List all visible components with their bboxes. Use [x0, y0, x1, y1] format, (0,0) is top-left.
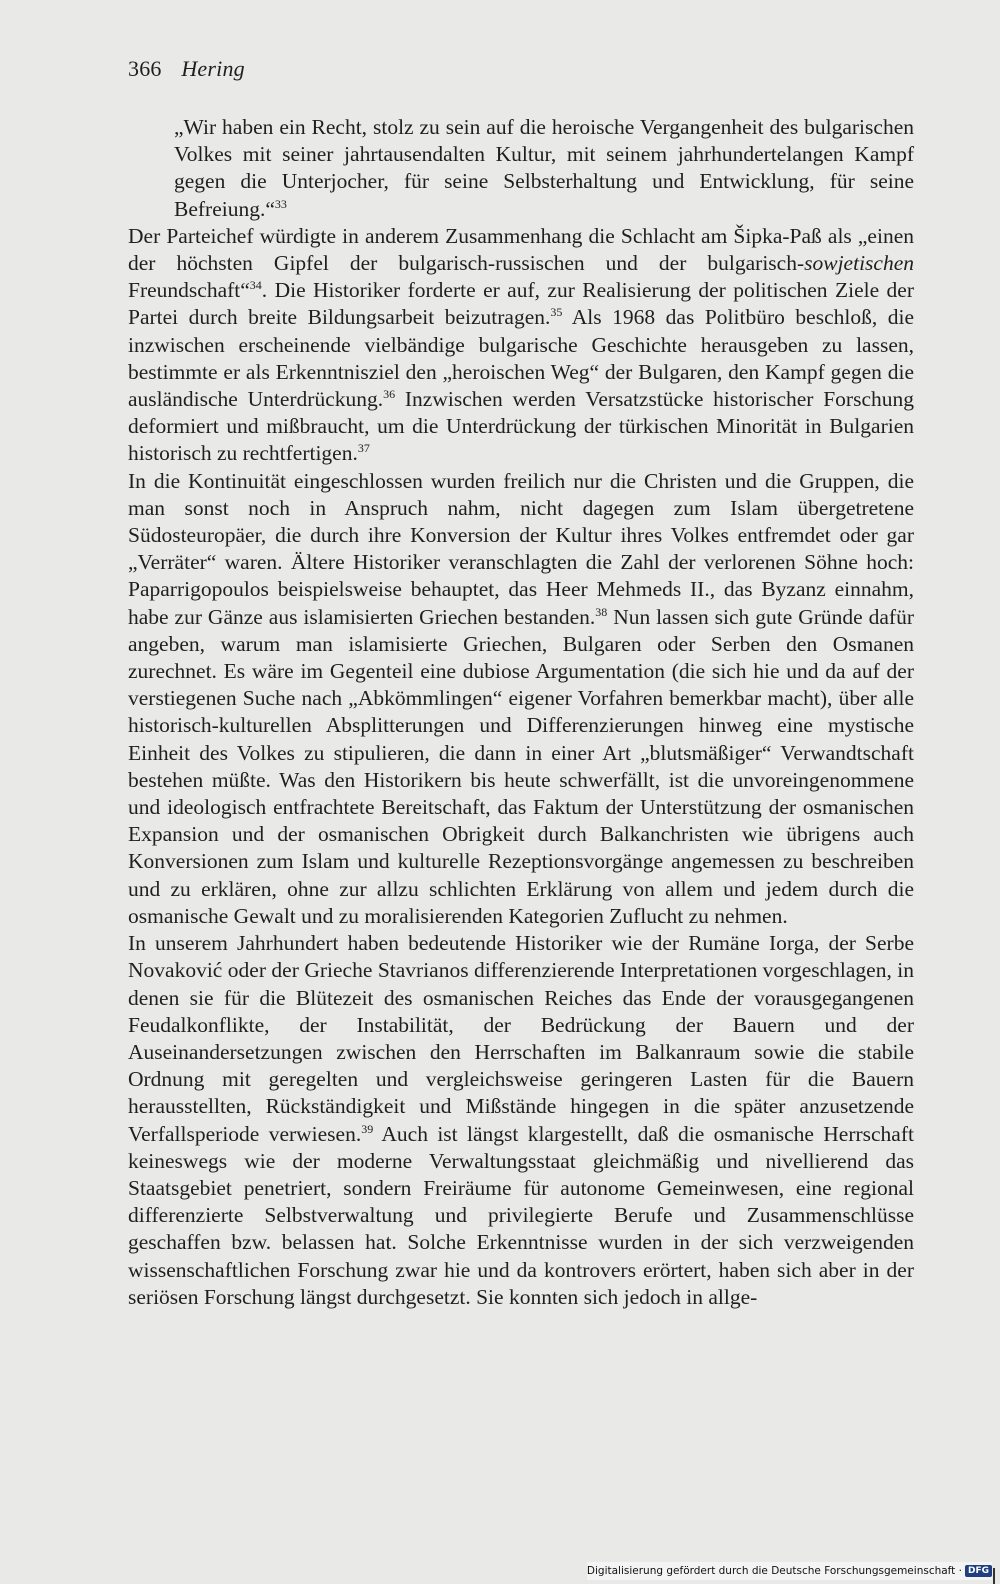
paragraph-1-text-a2: Freundschaft“ [128, 278, 250, 303]
footnote-ref-38: 38 [595, 604, 608, 619]
paragraph-2-text-b: Nun lassen sich gute Gründe dafür angeben, warum man islamisierte Griechen, Bulgaren oder Serben den Osmanen zurechnet. Es wäre im Gegenteil eine dubiose Argumentation (die sich hie und da auf der verstiegenen Suche nach „Abkömmlingen“ eigener Vorfahren bemerkbar macht), über alle historisch-kulturellen Absplitterungen und Differenzierungen hinweg eine mystische Einheit des Volkes zu stipulieren, die dann in einer Art „blutsmäßiger“ Verwandtschaft bestehen müßte. Was den Historikern bis heute schwerfällt, ist die unvoreingenommene und ideologisch entfrachtete Bereitschaft, das Faktum der Unterstützung der osmanischen Expansion und der osmanischen Obrigkeit durch Balkanchristen wie übrigens auch Konversionen zum Islam und kulturelle Rezeptionsvorgänge angemessen zu beschreiben und zu erklären, ohne zur allzu schlichten Erklärung von allem und jedem durch die osmanische Gewalt und zu moralisierenden Kategorien Zuflucht zu nehmen. [128, 604, 914, 928]
digitization-footer [587, 1562, 992, 1580]
dfg-logo: DFG [965, 1565, 992, 1577]
paragraph-1 [128, 223, 914, 468]
running-header [128, 56, 245, 82]
paragraph-3 [128, 930, 914, 1311]
footnote-ref-37: 37 [357, 441, 370, 456]
paragraph-1-text-c: Als 1968 das Politbüro beschloß, die inzwischen erscheinende vielbändige bulgarische Geschichte herausgeben zu lassen, bestimmte er als Erkenntnisziel den „heroischen Weg“ der Bulgaren, den Kampf gegen die ausländische Unterdrückung. [128, 305, 915, 412]
footnote-ref-35: 35 [550, 305, 563, 320]
block-quote [128, 114, 914, 223]
paragraph-2 [128, 468, 914, 930]
paragraph-2-text-a: In die Kontinuität eingeschlossen wurden freilich nur die Christen und die Gruppen, die man sonst noch in Anspruch nahm, nicht dagegen zum Islam übergetretene Südosteuropäer, die durch ihre Konversion der Kultur ihres Volkes entfremdet oder gar „Verräter“ waren. Ältere Historiker veranschlagten die Zahl der verlorenen Söhne hoch: Paparrigopoulos beispielsweise behauptet, das Heer Mehmeds II., das Byzanz einnahm, habe zur Gänze aus islamisierten Griechen bestanden. [128, 468, 914, 629]
paragraph-3-text-a: In unserem Jahrhundert haben bedeutende Historiker wie der Rumäne Iorga, der Serbe Novaković oder der Grieche Stavrianos differenzierende Interpretationen vorgeschlagen, in denen sie für die Blütezeit des osmanischen Reiches das Ende der vorausgegangenen Feudalkonflikte, der Instabilität, der Bedrückung der Bauern und der Auseinandersetzungen zwischen den Herrschaften im Balkanraum sowie die stabile Ordnung mit geregelten und vergleichsweise geringeren Lasten für die Bauern herausstellten, Rückständigkeit und Mißstände hingegen in die später anzusetzende Verfallsperiode verwiesen. [128, 931, 914, 1146]
quote-text: „Wir haben ein Recht, stolz zu sein auf die heroische Vergangenheit des bulgarischen Volkes mit seiner jahrtausendalten Kultur, mit seinem jahrhundertelangen Kampf gegen die Unterjocher, für seine Selbsterhaltung und Entwicklung, für seine Befreiung.“ [174, 115, 914, 221]
page-number: 366 [128, 56, 162, 81]
paragraph-1-text-b: . Die Historiker forderte er auf, zur Realisierung der politischen Ziele der Partei durch breite Bildungsarbeit beizutragen. [128, 278, 914, 330]
paragraph-1-italic: sowjetischen [804, 251, 914, 276]
footnote-ref-34: 34 [249, 278, 262, 293]
paragraph-3-text-b: Auch ist längst klargestellt, daß die osmanische Herrschaft keineswegs wie der moderne Verwaltungsstaat gleichmäßig und nivellierend das Staatsgebiet penetriert, sondern Freiräume für autonome Gemeinwesen, eine regional differenzierte Selbstverwaltung und privilegierte Berufe und Zusammenschlüsse geschaffen bzw. belassen hat. Solche Erkenntnisse wurden in der sich verzweigenden wissenschaftlichen Forschung zwar hie und da kontrovers erörtert, haben sich aber in der seriösen Forschung längst durchgesetzt. Sie konnten sich jedoch in allge- [128, 1121, 914, 1309]
paragraph-1-text-a: Der Parteichef würdigte in anderem Zusammenhang die Schlacht am Šipka-Paß als „einen der höchsten Gipfel der bulgarisch-russischen und der bulgarisch- [128, 223, 914, 276]
footnote-ref-39: 39 [361, 1121, 374, 1136]
running-head-author: Hering [181, 56, 245, 81]
page-edge-mark [993, 1568, 995, 1584]
footer-text: Digitalisierung gefördert durch die Deutsche Forschungsgemeinschaft · [586, 1565, 962, 1577]
footnote-ref-36: 36 [383, 387, 396, 402]
footnote-ref-33: 33 [274, 196, 287, 211]
body-text [128, 114, 914, 1311]
paragraph-1-text-d: Inzwischen werden Versatzstücke historischer Forschung deformiert und mißbraucht, um die Unterdrückung der türkischen Minorität in Bulgarien historisch zu rechtfertigen. [128, 387, 914, 466]
